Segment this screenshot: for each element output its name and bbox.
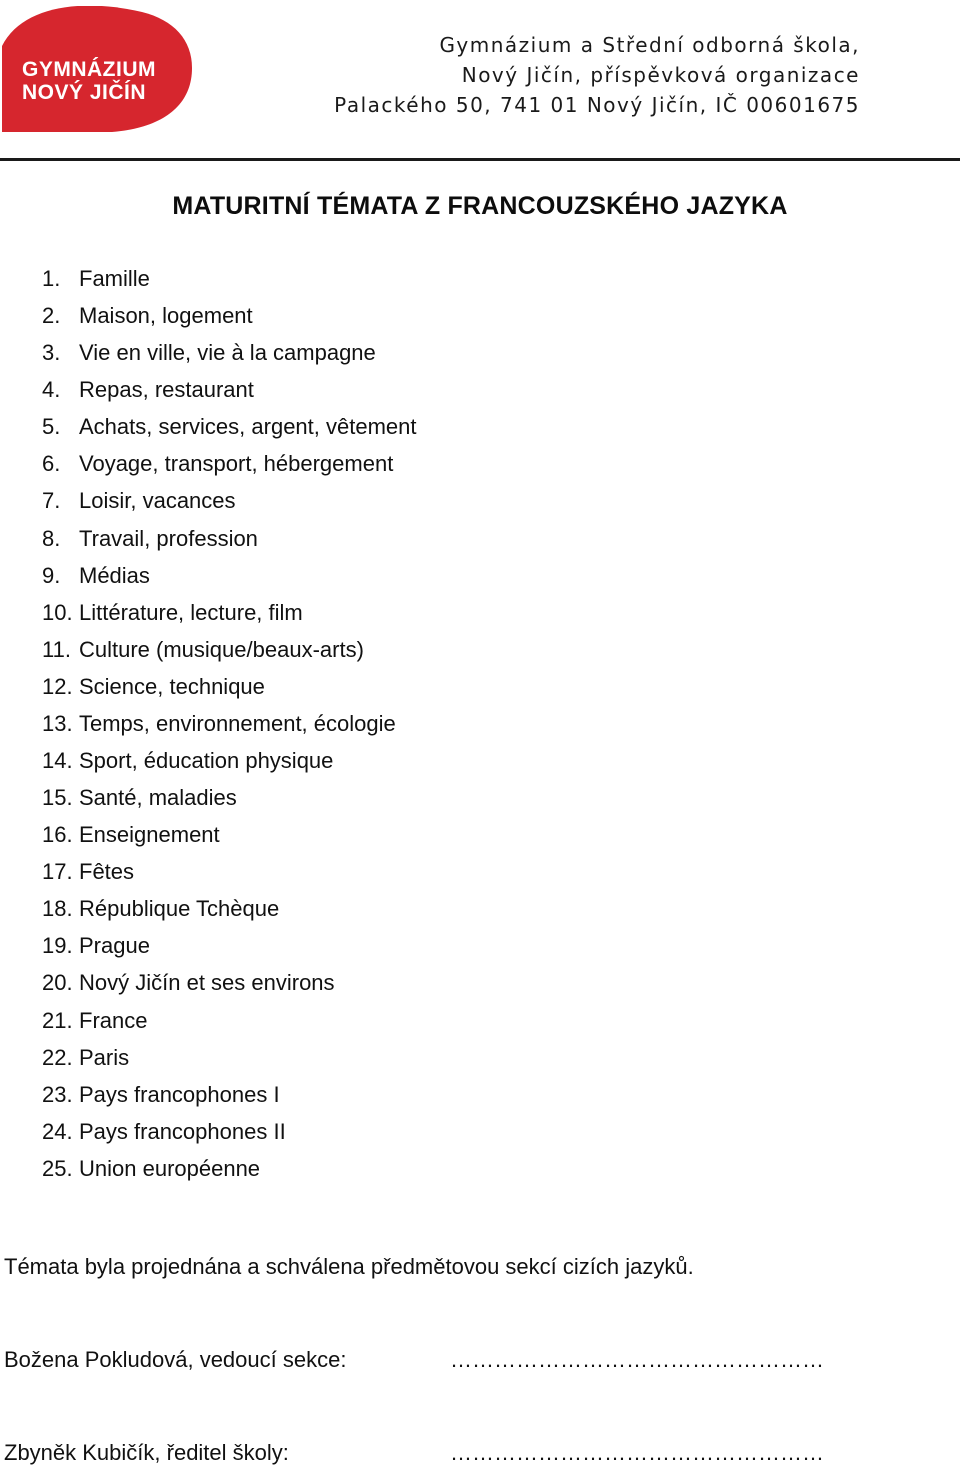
signature-line: …………………………………………… [450, 1347, 824, 1372]
topic-number: 7. [42, 488, 61, 514]
topic-list [42, 262, 417, 1189]
topic-label: Culture (musique/beaux-arts) [79, 636, 364, 662]
header-school-name: Gymnázium a Střední odborná škola, [439, 33, 860, 57]
topic-number: 8. [42, 525, 61, 551]
topic-number: 11. [42, 636, 71, 662]
svg-text:GYMNÁZIUM: GYMNÁZIUM [22, 58, 156, 81]
topic-label: Fêtes [79, 859, 135, 885]
topic-label: Famille [79, 266, 150, 291]
approval-statement: Témata byla projednána a schválena předmětovou sekcí cizích jazyků. [4, 1254, 694, 1279]
topic-label: Nový Jičín et ses environs [79, 970, 335, 996]
topic-item [42, 336, 417, 373]
topic-label: Vie en ville, vie à la campagne [79, 340, 376, 366]
topic-item [42, 522, 417, 559]
header-divider [0, 158, 960, 161]
topic-number: 9. [42, 562, 61, 588]
topic-item [42, 707, 417, 744]
topic-label: Travail, profession [79, 525, 258, 551]
topic-number: 19. [42, 933, 73, 959]
school-header [334, 30, 860, 120]
topic-item [42, 781, 417, 818]
topic-item [42, 299, 417, 336]
topic-item [42, 373, 417, 410]
topic-number: 21. [42, 1007, 73, 1033]
topic-number: 2. [42, 303, 61, 329]
topic-label: Loisir, vacances [79, 488, 236, 514]
topic-label: Science, technique [79, 673, 265, 699]
topic-label: Union européenne [79, 1155, 261, 1181]
topic-number: 5. [42, 414, 61, 440]
topic-label: Pays francophones I [79, 1081, 280, 1107]
topic-number: 25. [42, 1155, 73, 1181]
signature-row-director [4, 1436, 904, 1470]
topic-number: 12. [42, 673, 73, 699]
topic-label: Maison, logement [79, 303, 253, 329]
topic-item [42, 966, 417, 1003]
topic-item [42, 892, 417, 929]
topic-item [42, 484, 417, 521]
topic-item [42, 1078, 417, 1115]
topic-number: 4. [42, 377, 61, 403]
topic-label: Santé, maladies [79, 785, 237, 811]
topic-number: 13. [42, 710, 73, 736]
topic-item [42, 855, 417, 892]
topic-number: 15. [42, 785, 73, 811]
document-title: MATURITNÍ TÉMATA Z FRANCOUZSKÉHO JAZYKA [172, 192, 788, 220]
topic-number: 22. [42, 1044, 73, 1070]
signature-label: Zbyněk Kubičík, ředitel školy: [4, 1440, 289, 1465]
topic-item [42, 1115, 417, 1152]
topic-number: 20. [42, 970, 73, 996]
header-address: Palackého 50, 741 01 Nový Jičín, IČ 00601675 [334, 93, 860, 117]
svg-text:NOVÝ JIČÍN: NOVÝ JIČÍN [22, 81, 147, 104]
topic-item [42, 1041, 417, 1078]
topic-number: 23. [42, 1081, 73, 1107]
school-logo [2, 6, 192, 132]
topic-label: Enseignement [79, 822, 220, 848]
topic-number: 6. [42, 451, 61, 477]
topic-label: Sport, éducation physique [79, 748, 334, 774]
topic-number: 10. [42, 599, 73, 625]
topic-item [42, 1004, 417, 1041]
topic-label: Paris [79, 1044, 130, 1070]
topic-item [42, 559, 417, 596]
topic-number: 17. [42, 859, 73, 885]
topic-number: 24. [42, 1118, 73, 1144]
signature-row-section-head [4, 1343, 904, 1377]
topic-item [42, 262, 417, 299]
topic-item [42, 633, 417, 670]
topic-item [42, 670, 417, 707]
logo-shape [2, 6, 192, 132]
topic-item [42, 818, 417, 855]
signature-line: …………………………………………… [450, 1440, 824, 1465]
topic-item [42, 410, 417, 447]
topic-item [42, 1152, 417, 1189]
topic-label: Temps, environnement, écologie [79, 710, 396, 736]
topic-label: Prague [79, 933, 150, 959]
topic-label: Littérature, lecture, film [79, 599, 303, 625]
topic-label: Médias [79, 562, 150, 588]
topic-number: 1. [42, 266, 61, 291]
topic-item [42, 744, 417, 781]
topic-number: 16. [42, 822, 73, 848]
topic-label: France [79, 1007, 148, 1033]
topic-number: 14. [42, 748, 73, 774]
topic-number: 18. [42, 896, 73, 922]
topic-item [42, 596, 417, 633]
topic-label: République Tchèque [79, 896, 280, 922]
header-organization: Nový Jičín, příspěvková organizace [461, 63, 860, 87]
topic-label: Achats, services, argent, vêtement [79, 414, 417, 440]
topic-item [42, 929, 417, 966]
signature-label: Božena Pokludová, vedoucí sekce: [4, 1347, 347, 1372]
topic-number: 3. [42, 340, 61, 366]
topic-label: Pays francophones II [79, 1118, 286, 1144]
topic-label: Voyage, transport, hébergement [79, 451, 394, 477]
topic-item [42, 447, 417, 484]
topic-label: Repas, restaurant [79, 377, 254, 403]
